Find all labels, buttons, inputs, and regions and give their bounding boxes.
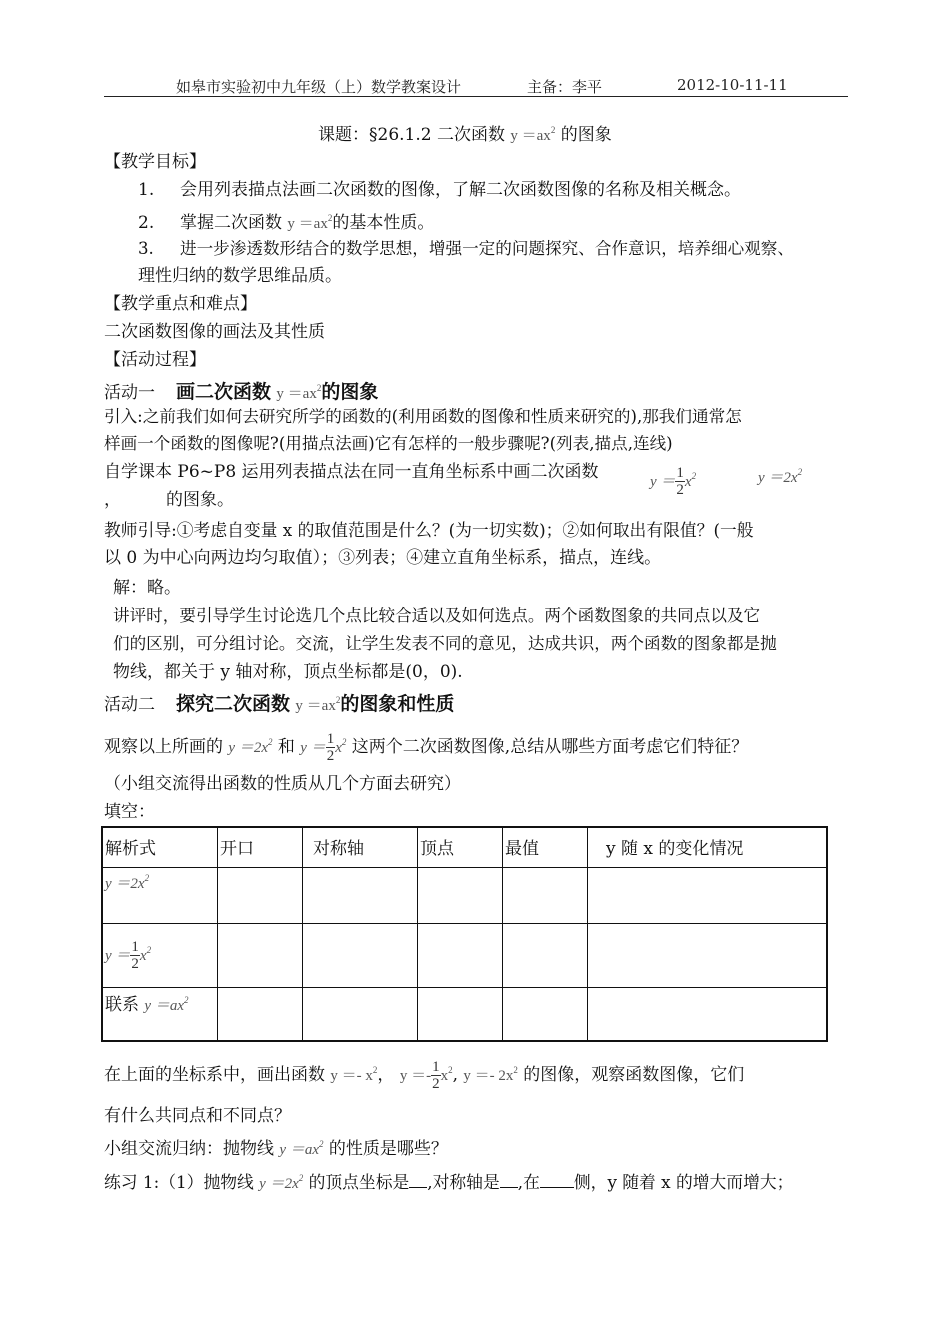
table-blank-cell[interactable] — [303, 987, 418, 1041]
table-header-cell: 开口 — [218, 827, 303, 867]
draw-instruction-cont: 有什么共同点和不同点？ — [104, 1106, 291, 1126]
keypoints-text: 二次函数图像的画法及其性质 — [104, 322, 325, 342]
table-blank-cell[interactable] — [218, 923, 303, 987]
table-blank-cell[interactable] — [503, 923, 588, 987]
table-header-cell: y 随 x 的变化情况 — [588, 827, 828, 867]
summary-line: 小组交流归纳：抛物线 $y =ax^2$ 的性质是哪些？ — [104, 1139, 448, 1159]
draw-instruction: 在上面的坐标系中，画出函数 $y =- x^2$， y ＝- $\frac{1}{2}$ $x^2$, $y =- 2x^2$ 的图像，观察函数图像，它们 — [104, 1059, 745, 1092]
blank-side[interactable] — [540, 1171, 574, 1188]
header-date: 2012-10-11-11 — [677, 76, 788, 94]
observe-line: 观察以上所画的 $y =2x^2$ 和 y ＝ $\frac{1}{2}$ $x^2$ 这两个二次函数图像,总结从哪些方面考虑它们特征？ — [104, 731, 749, 764]
table-header-cell: 解析式 — [102, 827, 218, 867]
table-formula-cell: y ＝ $\frac{1}{2}$ $x^2$ — [102, 923, 218, 987]
table-blank-cell[interactable] — [588, 987, 828, 1041]
lesson-title: 课题：§26.1.2 二次函数 $y =ax^2$ 的图象 — [318, 125, 612, 145]
table-header-cell: 对称轴 — [303, 827, 418, 867]
table-blank-cell[interactable] — [218, 867, 303, 923]
objective-3-cont: 理性归纳的数学思维品质。 — [138, 266, 342, 286]
activity1-intro-2: 样画一个函数的图像呢?(用描点法画)它有怎样的一般步骤呢?(列表,描点,连线) — [104, 434, 673, 453]
table-header-cell: 顶点 — [418, 827, 503, 867]
teacher-guide-2: 以 0 为中心向两边均匀取值）；③列表；④建立直角坐标系，描点，连线。 — [104, 548, 662, 568]
activity1-heading: 活动一 画二次函数 $y =ax^2$的图象 — [104, 381, 379, 403]
header-school: 如皋市实验初中九年级（上）数学教案设计 — [176, 78, 462, 96]
table-formula-cell: 联系 $y =ax^2$ — [102, 987, 218, 1041]
table-row — [102, 867, 827, 923]
teacher-guide-1: 教师引导:①考虑自变量 x 的取值范围是什么？(为一切实数)；②如何取出有限值？(一般 — [104, 520, 754, 540]
table-blank-cell[interactable] — [503, 867, 588, 923]
header-author: 主备：李平 — [527, 78, 603, 96]
group-note: （小组交流得出函数的性质从几个方面去研究） — [104, 774, 461, 794]
properties-table — [101, 826, 828, 1042]
comment-1: 讲评时，要引导学生讨论选几个点比较合适以及如何选点。两个函数图象的共同点以及它 — [113, 606, 761, 625]
objective-3: 3. 进一步渗透数形结合的数学思想，增强一定的问题探究、合作意识，培养细心观察、 — [138, 239, 794, 258]
blank-vertex[interactable] — [409, 1171, 427, 1188]
table-blank-cell[interactable] — [218, 987, 303, 1041]
table-blank-cell[interactable] — [503, 987, 588, 1041]
table-blank-cell[interactable] — [588, 867, 828, 923]
blank-axis[interactable] — [500, 1171, 518, 1188]
title-formula: $y =ax^2$ — [510, 125, 556, 144]
header-rule — [104, 96, 848, 97]
formula-half-x-squared: y ＝ $\frac{1}{2}$ $x^2$ — [650, 465, 697, 498]
activity1-intro-1: 引入:之前我们如何去研究所学的函数的(利用函数的图像和性质来研究的),那我们通常怎 — [104, 407, 742, 426]
table-row — [102, 923, 827, 987]
table-blank-cell[interactable] — [588, 923, 828, 987]
table-row — [102, 987, 827, 1041]
comment-2: 们的区别，可分组讨论。交流，让学生发表不同的意见，达成共识，两个函数的图象都是抛 — [113, 634, 777, 653]
activity1-graph-of: 的图象。 — [166, 490, 234, 510]
keypoints-heading: 【教学重点和难点】 — [104, 294, 257, 314]
table-blank-cell[interactable] — [303, 867, 418, 923]
solution-text: 解：略。 — [113, 578, 181, 598]
objective-1: 1. 会用列表描点法画二次函数的图像，了解二次函数图像的名称及相关概念。 — [138, 180, 741, 200]
table-blank-cell[interactable] — [418, 923, 503, 987]
activity2-heading: 活动二 探究二次函数 $y =ax^2$的图象和性质 — [104, 693, 455, 715]
table-blank-cell[interactable] — [418, 867, 503, 923]
activity1-comma: ， — [104, 490, 121, 510]
table-blank-cell[interactable] — [418, 987, 503, 1041]
table-header-row — [102, 827, 827, 867]
process-heading: 【活动过程】 — [104, 350, 206, 370]
comment-3: 物线，都关于 y 轴对称，顶点坐标都是(0，0). — [113, 662, 463, 682]
formula-2x-squared: $y =2x^2$ — [758, 467, 803, 486]
table-header-cell: 最值 — [503, 827, 588, 867]
activity1-self-study: 自学课本 P6~P8 运用列表描点法在同一直角坐标系中画二次函数 — [104, 462, 599, 482]
objective-2: 2. 掌握二次函数 $y =ax^2$的基本性质。 — [138, 213, 435, 233]
objectives-heading: 【教学目标】 — [104, 152, 206, 172]
table-formula-cell: $y =2x^2$ — [102, 867, 218, 923]
table-blank-cell[interactable] — [303, 923, 418, 987]
exercise-1: 练习 1:（1）抛物线 $y =2x^2$ 的顶点坐标是 ,对称轴是 ,在 侧，y 随着 x 的增大而增大； — [104, 1172, 794, 1192]
fill-label: 填空： — [104, 802, 155, 822]
